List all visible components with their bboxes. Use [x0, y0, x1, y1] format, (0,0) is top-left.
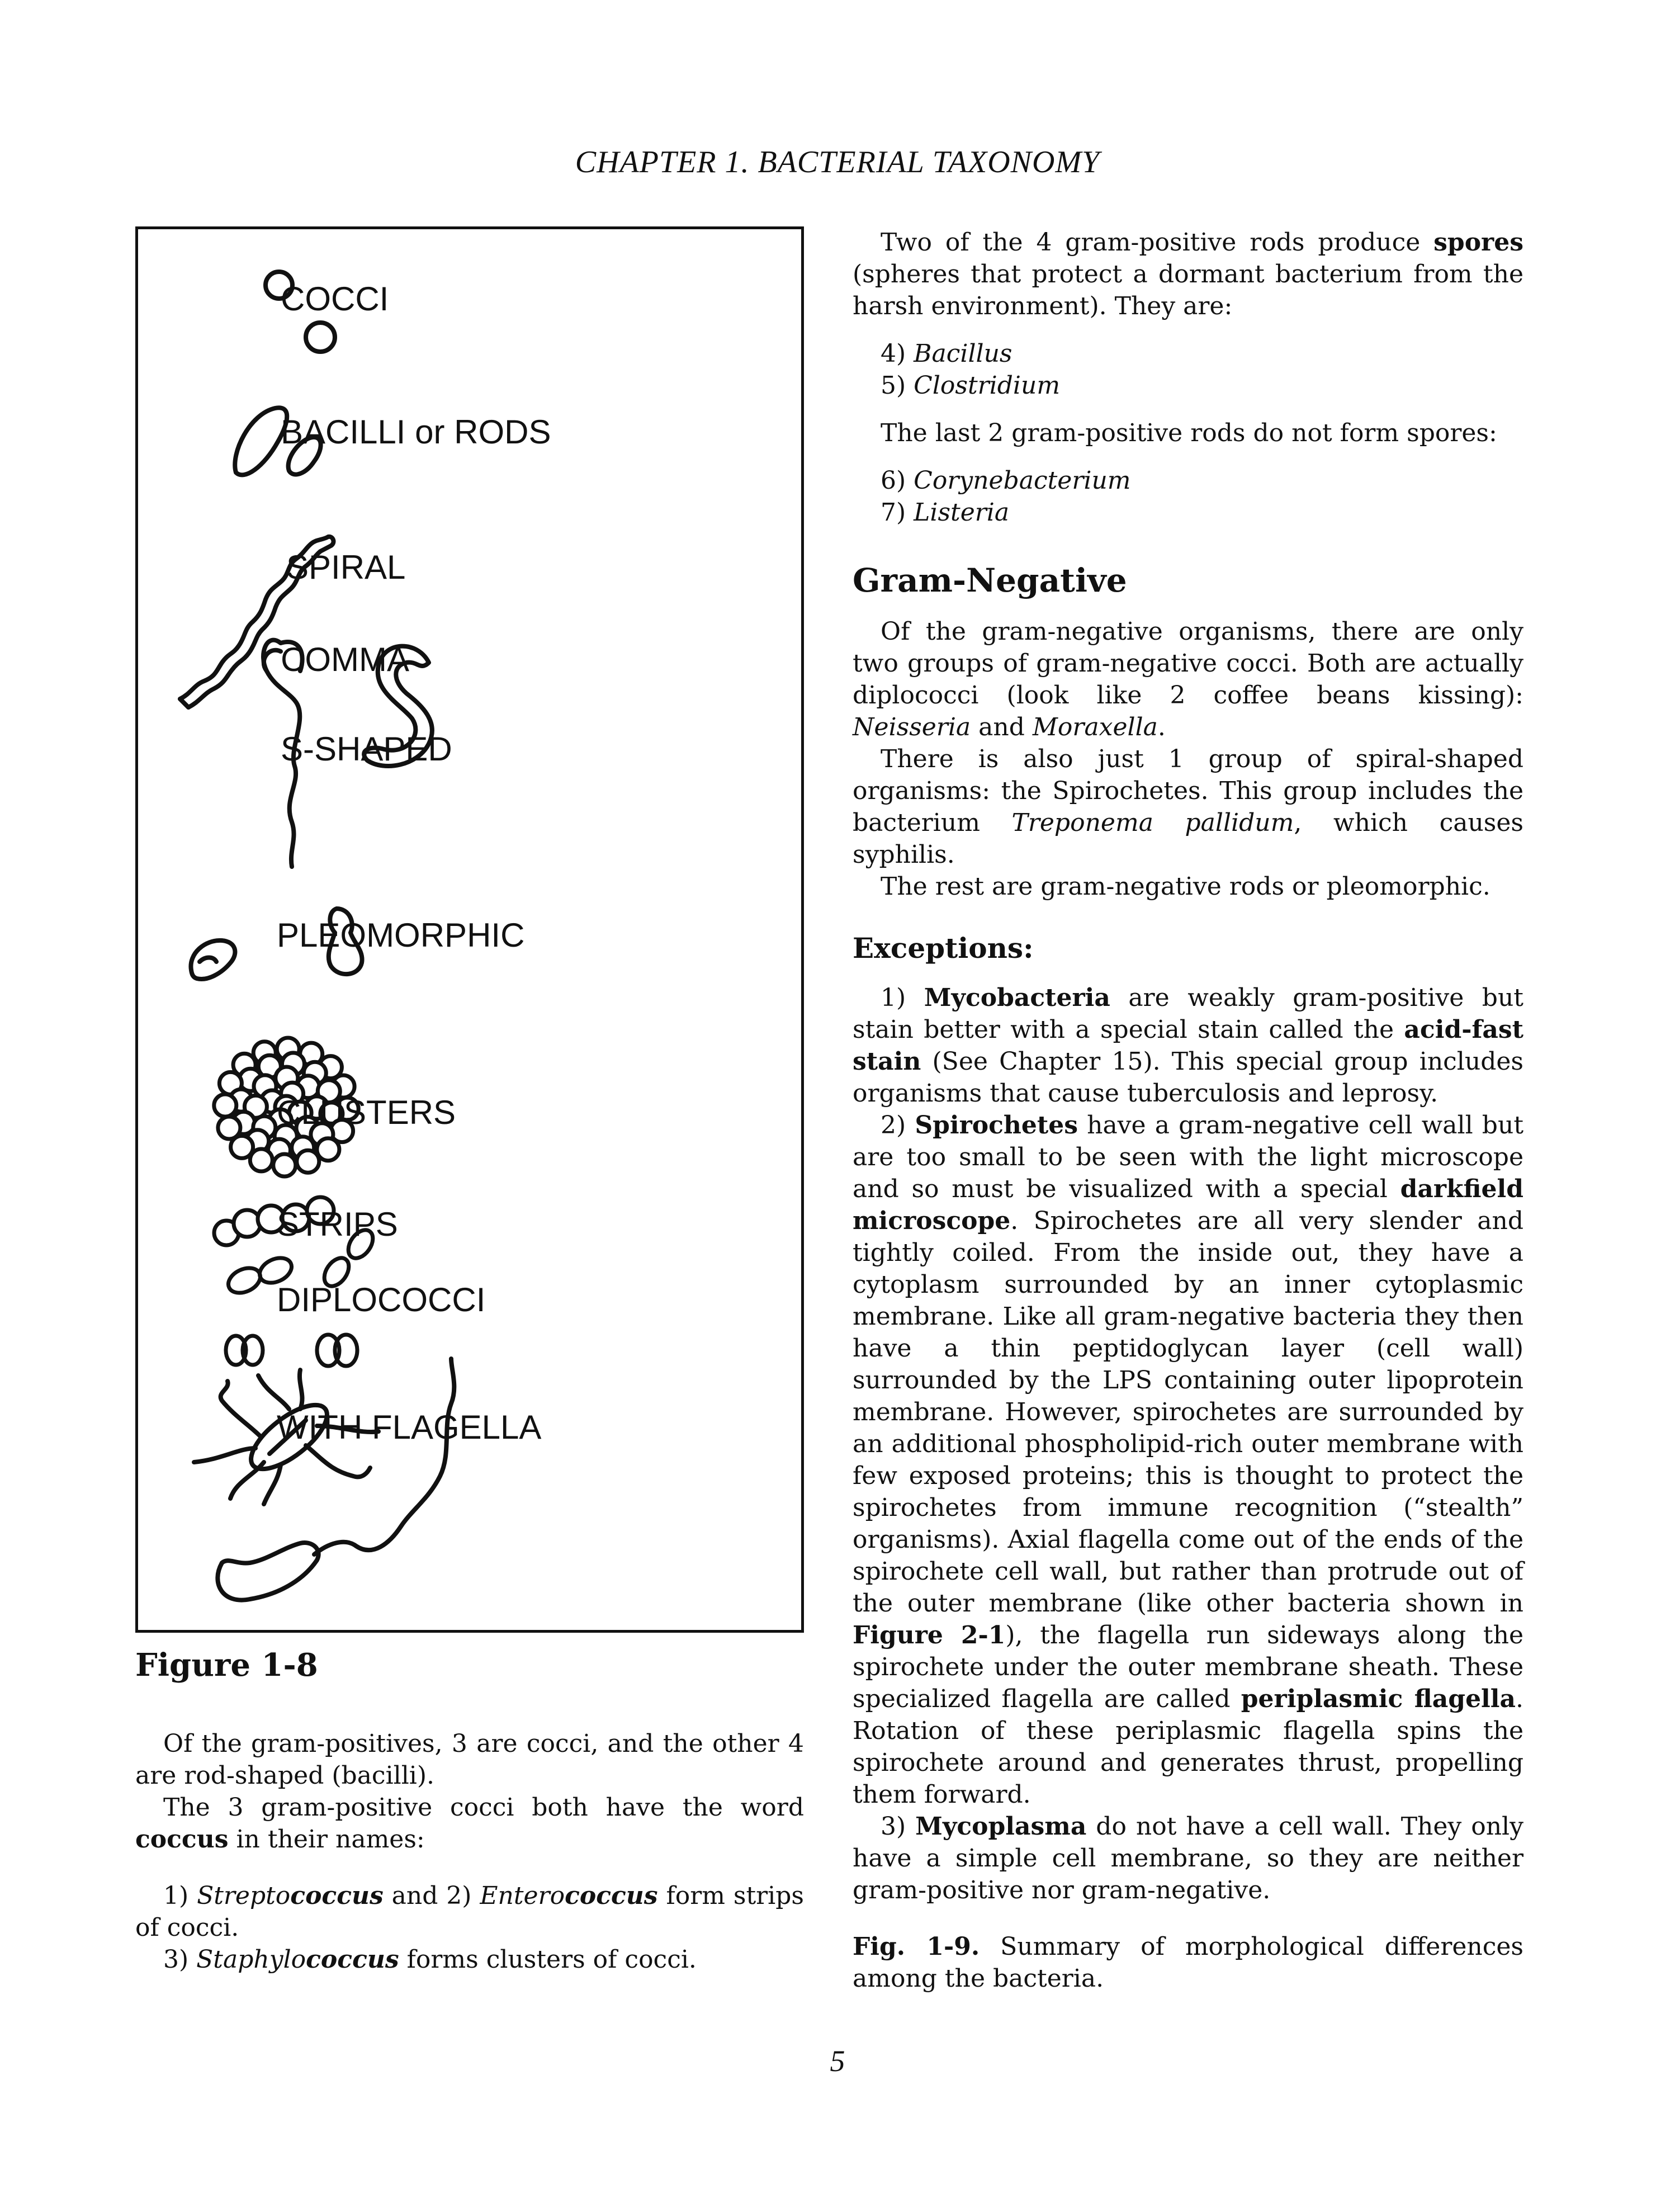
- heading-exceptions: Exceptions:: [853, 932, 1034, 965]
- paragraph: Two of the 4 gram-positive rods produce spores (spheres that protect a dormant bacterium from the harsh environment). They are:: [853, 228, 1523, 320]
- list-item: 4) Bacillus: [881, 339, 1012, 368]
- paragraph: 2) Spirochetes have a gram-negative cell wall but are too small to be seen with the light microscope and so must be visualized with a special darkfield microscope. Spirochetes are all very slender and tightly coiled. From the inside out, they have a cytoplasm surrounded by an inner cytoplasmic membrane. Like all gram-negative bacteria they then have a thin peptidoglycan layer (cell wall) surrounded by the LPS containing outer lipoprotein membrane. However, spirochetes are surrounded by an additional phospholipid-rich outer membrane with few exposed proteins; this is thought to protect the spirochetes from immune recognition (“stealth” organisms). Axial flagella come out of the ends of the spirochete cell wall, but rather than protrude out of the outer membrane (like other bacteria shown in Figure 2-1), the flagella run sideways along the spirochete under the outer membrane sheath. These specialized flagella are called periplasmic flagella. Rotation of these periplasmic flagella spins the spirochete around and generates thrust, propelling them forward.: [853, 1111, 1523, 1809]
- right-column-text: [853, 226, 1523, 1994]
- paragraph: 1) Mycobacteria are weakly gram-positive but stain better with a special stain called the acid-fast stain (See Chapter 15). This special group includes organisms that cause tuberculosis and leprosy.: [853, 984, 1523, 1108]
- figure-caption: Figure 1-8: [135, 1647, 318, 1684]
- label-comma: COMMA: [281, 641, 409, 678]
- page-number: 5: [830, 2044, 845, 2078]
- list-item: 5) Clostridium: [881, 371, 1061, 400]
- list-item: 3) Staphylococcus forms clusters of cocci.: [163, 1945, 697, 1974]
- paragraph: The 3 gram-positive cocci both have the word coccus in their names:: [135, 1793, 804, 1854]
- list-item: 6) Corynebacterium: [881, 466, 1131, 495]
- left-column-text: [135, 1728, 804, 1975]
- figure-1-8: [135, 226, 804, 1633]
- label-flagella: WITH FLAGELLA: [277, 1409, 542, 1446]
- label-diplococci: DIPLOCOCCI: [277, 1281, 486, 1318]
- list-item: 1) Streptococcus and 2) Enterococcus form strips of cocci.: [135, 1882, 804, 1942]
- label-pleomorphic: PLEOMORPHIC: [277, 916, 525, 954]
- paragraph: The rest are gram-negative rods or pleomorphic.: [881, 872, 1491, 901]
- paragraph: The last 2 gram-positive rods do not form spores:: [881, 419, 1497, 447]
- paragraph: There is also just 1 group of spiral-shaped organisms: the Spirochetes. This group includes the bacterium Treponema pallidum, which causes syphilis.: [853, 745, 1523, 869]
- label-strips: STRIPS: [277, 1206, 398, 1243]
- paragraph: Of the gram-positives, 3 are cocci, and the other 4 are rod-shaped (bacilli).: [135, 1729, 804, 1790]
- running-header: CHAPTER 1. BACTERIAL TAXONOMY: [575, 145, 1100, 179]
- label-cocci: COCCI: [281, 280, 389, 318]
- heading-gram-negative: Gram-Negative: [853, 561, 1127, 599]
- list-item: 7) Listeria: [881, 498, 1010, 527]
- figure-1-9-caption: Fig. 1-9. Summary of morphological differences among the bacteria.: [853, 1932, 1523, 1993]
- label-bacilli: BACILLI or RODS: [281, 413, 551, 451]
- label-spiral: SPIRAL: [286, 549, 406, 586]
- label-s-shaped: S-SHAPED: [281, 730, 452, 768]
- paragraph: 3) Mycoplasma do not have a cell wall. They only have a simple cell membrane, so they are neither gram-positive nor gram-negative.: [853, 1812, 1523, 1904]
- flagella-drawing: [194, 1359, 454, 1600]
- paragraph: Of the gram-negative organisms, there are only two groups of gram-negative cocci. Both are actually diplococci (look like 2 coffee beans kissing): Neisseria and Moraxella.: [853, 617, 1523, 741]
- label-clusters: CLUSTERS: [277, 1094, 456, 1131]
